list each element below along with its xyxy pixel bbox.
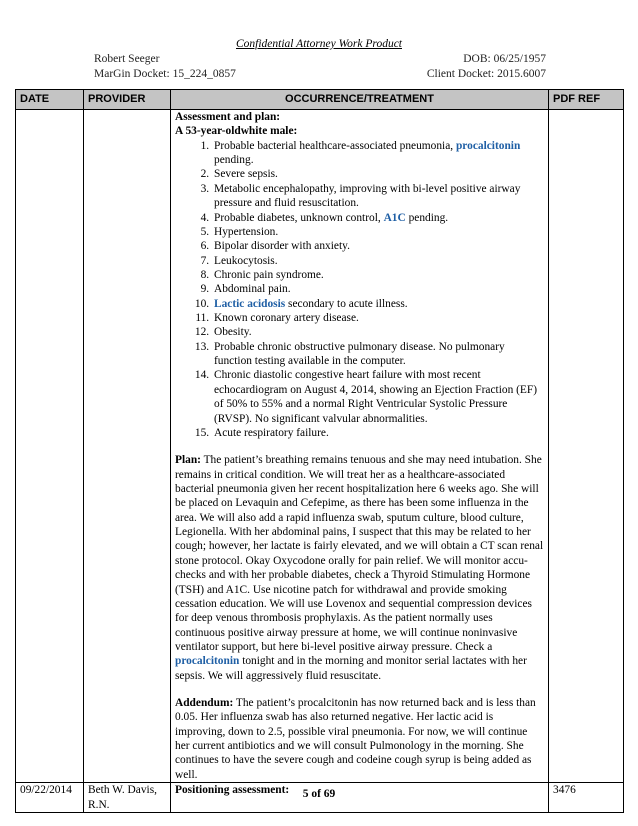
pdf-ref-cell [549, 110, 624, 783]
diagnosis-text: Probable bacterial healthcare-associated pneumonia, [214, 139, 456, 152]
diagnosis-text: Acute respiratory failure. [214, 426, 329, 439]
diagnosis-text: secondary to acute illness. [285, 297, 408, 310]
diagnosis-item [212, 225, 544, 239]
diagnosis-item [212, 268, 544, 282]
addendum-paragraph [175, 696, 544, 782]
provider-cell [84, 110, 171, 783]
margin-docket: MarGin Docket: 15_224_0857 [94, 68, 236, 80]
addendum-label: Addendum: [175, 697, 234, 710]
diagnosis-text: Chronic diastolic congestive heart failure with most recent echocardiogram on August 4, 2014, showing an Ejection Fraction (EF) of 50% to 55% and a normal Right Ventricular Systolic Pressure (RVSP). No significant valvular abnormalities. [214, 369, 537, 425]
diagnosis-text: Metabolic encephalopathy, improving with bi-level positive airway pressure and fluid resuscitation. [214, 182, 521, 210]
diagnosis-text: pending. [214, 154, 254, 167]
diagnosis-list [175, 139, 544, 441]
patient-name: Robert Seeger [94, 53, 160, 65]
table-header-row [16, 90, 624, 110]
diagnosis-item [212, 239, 544, 253]
diagnosis-item [212, 167, 544, 181]
pdf-ref-cell: 3476 [549, 783, 624, 813]
chronology-table [15, 89, 624, 813]
diagnosis-link[interactable]: Lactic acidosis [214, 297, 286, 310]
occurrence-cell [171, 110, 549, 783]
diagnosis-item [212, 311, 544, 325]
diagnosis-link[interactable]: A1C [383, 211, 406, 224]
diagnosis-text: Abdominal pain. [214, 283, 291, 296]
patient-description: A 53-year-oldwhite male: [175, 125, 298, 138]
date-cell: 09/22/2014 [16, 783, 84, 813]
diagnosis-item [212, 325, 544, 339]
diagnosis-link[interactable]: procalcitonin [455, 139, 521, 152]
diagnosis-text: Leukocytosis. [214, 254, 278, 267]
occurrence-cell: Positioning assessment: [171, 783, 549, 813]
diagnosis-text: Obesity. [214, 326, 252, 339]
page-number: 5 of 69 [302, 788, 336, 800]
diagnosis-item [212, 297, 544, 311]
plan-label: Plan: [175, 454, 201, 467]
column-header-date: DATE [16, 90, 84, 110]
diagnosis-text: Bipolar disorder with anxiety. [214, 240, 350, 253]
diagnosis-text: Known coronary artery disease. [214, 312, 359, 325]
diagnosis-item [212, 340, 544, 369]
diagnosis-item [212, 254, 544, 268]
addendum-text: The patient’s procalcitonin has now returned back and is less than 0.05. Her influenza swab has also returned negative. Her lactic acid is improving, down to 2.5, possible viral pneumonia. For now, we will continue her current antibiotics and we will consult Pulmonology in the morning. She continues to have the severe cough and codeine cough syrup is being added as well. [175, 697, 536, 781]
diagnosis-text: Hypertension. [214, 225, 279, 238]
column-header-occurrence: OCCURRENCE/TREATMENT [171, 90, 549, 110]
plan-text-2: tonight and in the morning and monitor serial lactates with her sepsis. We will aggressively fluid resuscitate. [175, 655, 527, 682]
diagnosis-text: Probable chronic obstructive pulmonary disease. No pulmonary function testing available in the computer. [214, 340, 505, 368]
diagnosis-item [212, 368, 544, 425]
assessment-heading: Assessment and plan: [175, 111, 281, 123]
table-row [16, 110, 624, 783]
diagnosis-text: Severe sepsis. [214, 168, 278, 181]
column-header-provider: PROVIDER [84, 90, 171, 110]
diagnosis-item [212, 211, 544, 225]
header-row-1 [94, 53, 546, 65]
diagnosis-text: Chronic pain syndrome. [214, 268, 324, 281]
date-cell [16, 110, 84, 783]
diagnosis-item [212, 426, 544, 440]
provider-cell: Beth W. Davis, R.N. [84, 783, 171, 813]
plan-text-1: The patient’s breathing remains tenuous and she may need intubation. She remains in critical condition. We will treat her as a healthcare-associated bacterial pneumonia given her recent hospitalization here 6 weeks ago. She will be placed on Levaquin and Cefepime, as there has been some influenza in the area. We will also add a rapid influenza swab, sputum culture, blood culture, Legionella. With her abdominal pains, I suspect that this may be related to her cough; however, her lactate is fairly elevated, and we will obtain a CT scan renal stone protocol. Okay Oxycodone orally for pain relief. We will monitor accu-checks and with her probable diabetes, check a Thyroid Stimulating Hormone (TSH) and A1C. Use nicotine patch for withdrawal and provide smoking cessation education. We will use Lovenox and sequential compression devices for deep venous thrombosis prophylaxis. As the patient normally uses continuous positive airway pressure at home, we will continue noninvasive ventilator support, but here bi-level positive airway pressure. Check a [175, 454, 544, 653]
header-row-2 [94, 68, 546, 80]
diagnosis-item [212, 282, 544, 296]
document-title: Confidential Attorney Work Product [236, 38, 402, 50]
plan-procalcitonin-link[interactable]: procalcitonin [175, 655, 240, 668]
diagnosis-text: pending. [405, 211, 449, 224]
diagnosis-text: Probable diabetes, unknown control, [214, 211, 384, 224]
patient-dob: DOB: 06/25/1957 [463, 53, 546, 65]
client-docket: Client Docket: 2015.6007 [426, 68, 546, 80]
plan-paragraph [175, 453, 544, 683]
diagnosis-item [212, 182, 544, 211]
diagnosis-item [212, 139, 544, 168]
column-header-pdf-ref: PDF REF [549, 90, 624, 110]
